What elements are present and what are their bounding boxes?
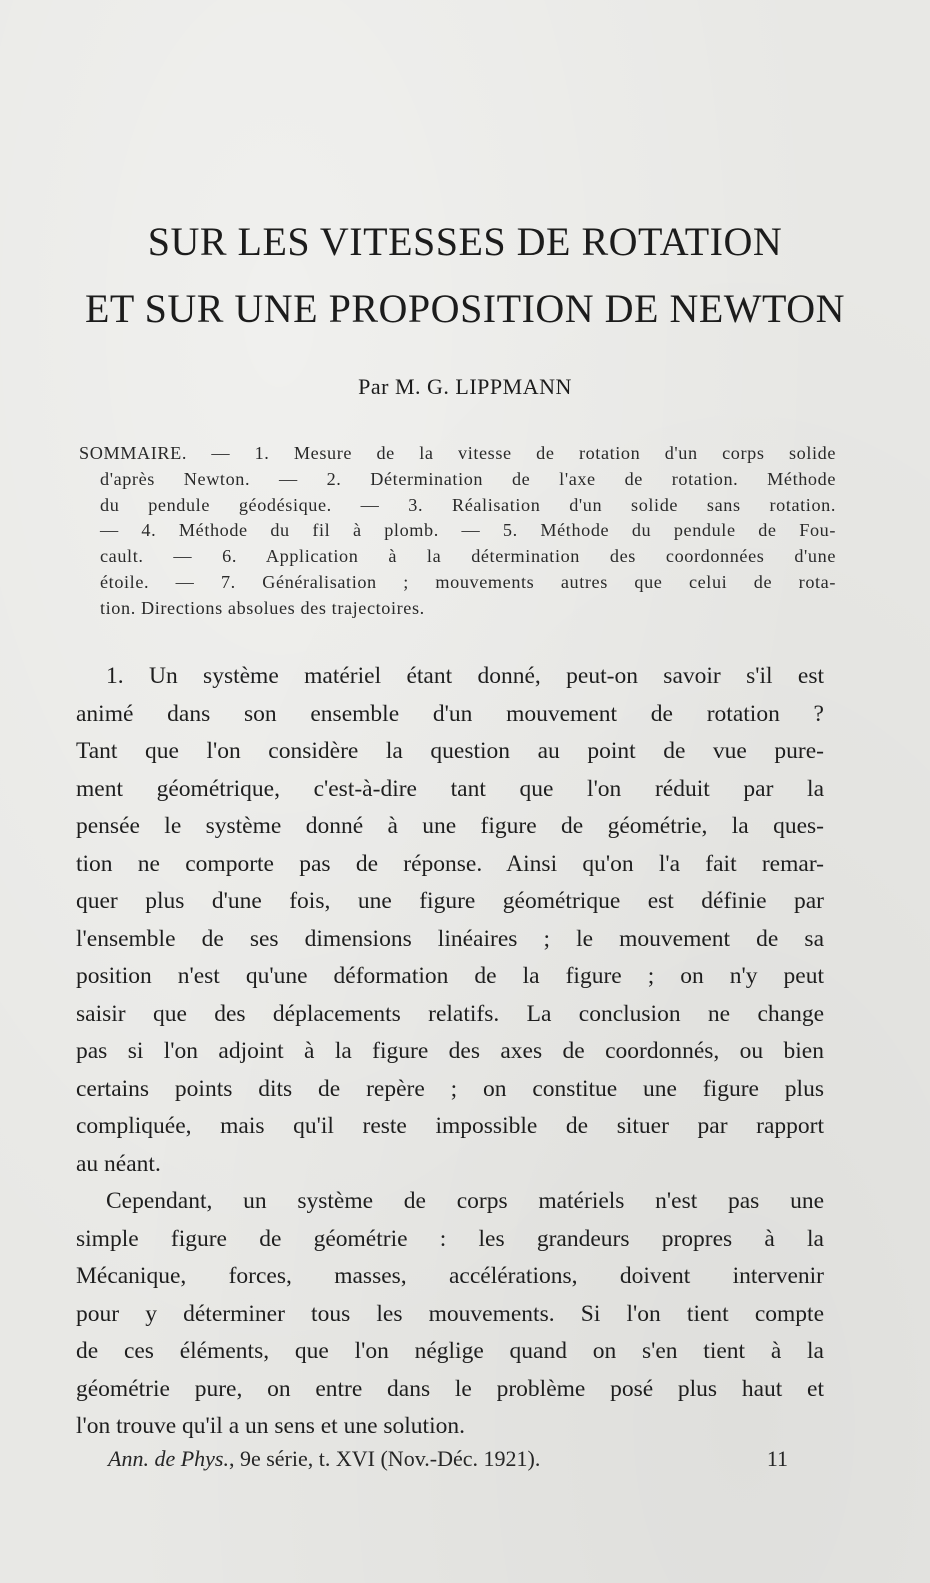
summary-line: cault. — 6. Application à la détermination des coordonnées d'une (100, 546, 836, 567)
text-line: quer plus d'une fois, une figure géométrique est définie par (76, 888, 824, 914)
text-line: 1. Un système matériel étant donné, peut-on savoir s'il est (106, 663, 824, 689)
text-line: position n'est qu'une déformation de la figure ; on n'y peut (76, 963, 824, 989)
summary-line: SOMMAIRE. — 1. Mesure de la vitesse de rotation d'un corps solide (79, 443, 836, 463)
page-footer (108, 1446, 788, 1472)
text-line: compliquée, mais qu'il reste impossible de situer par rapport (76, 1113, 824, 1139)
text-line: géométrie pure, on entre dans le problème posé plus haut et (76, 1375, 824, 1402)
text-line: l'on trouve qu'il a un sens et une solution. (76, 1413, 465, 1439)
journal-name: Ann. de Phys. (108, 1446, 229, 1471)
text-line: saisir que des déplacements relatifs. La conclusion ne change (76, 1000, 824, 1027)
summary-line: tion. Directions absolues des trajectoires. (100, 597, 425, 618)
text-line: pensée le système donné à une figure de géométrie, la ques- (76, 813, 824, 839)
text-line: tion ne comporte pas de réponse. Ainsi qu'on l'a fait remar- (76, 850, 824, 877)
citation-details: , 9e série, t. XVI (Nov.-Déc. 1921). (228, 1446, 541, 1471)
text-line: Cependant, un système de corps matériels n'est pas une (106, 1188, 824, 1214)
text-line: pas si l'on adjoint à la figure des axes de coordonnés, ou bien (76, 1038, 824, 1064)
article-title-line-1: SUR LES VITESSES DE ROTATION (147, 219, 783, 264)
summary-line: étoile. — 7. Généralisation ; mouvements autres que celui de rota- (100, 571, 836, 592)
text-line: ment géométrique, c'est-à-dire tant que l'on réduit par la (76, 775, 824, 802)
text-line: de ces éléments, que l'on néglige quand on s'en tient à la (76, 1338, 824, 1364)
paragraph-1 (76, 658, 824, 1183)
author-byline: Par M. G. LIPPMANN (358, 374, 572, 399)
paragraph-2 (76, 1183, 824, 1446)
text-line: certains points dits de repère ; on constitue une figure plus (76, 1075, 824, 1102)
summary-line: d'après Newton. — 2. Détermination de l'axe de rotation. Méthode (100, 468, 836, 489)
text-line: animé dans son ensemble d'un mouvement de rotation ? (76, 700, 824, 727)
body-text (76, 658, 824, 1446)
text-line: pour y déterminer tous les mouvements. Si l'on tient compte (76, 1300, 824, 1327)
summary-line: du pendule géodésique. — 3. Réalisation d'un solide sans rotation. (100, 494, 836, 515)
text-line: l'ensemble de ses dimensions linéaires ; le mouvement de sa (76, 925, 824, 952)
text-line: Mécanique, forces, masses, accélérations, doivent intervenir (76, 1263, 824, 1289)
text-line: simple figure de géométrie : les grandeurs propres à la (76, 1225, 824, 1252)
page-number: 11 (766, 1446, 788, 1471)
text-line: Tant que l'on considère la question au point de vue pure- (76, 738, 824, 764)
summary-line: — 4. Méthode du fil à plomb. — 5. Méthode du pendule de Fou- (100, 520, 836, 541)
article-title-line-2: ET SUR UNE PROPOSITION DE NEWTON (84, 286, 846, 331)
text-line: au néant. (76, 1150, 161, 1177)
summary-block (79, 441, 836, 622)
